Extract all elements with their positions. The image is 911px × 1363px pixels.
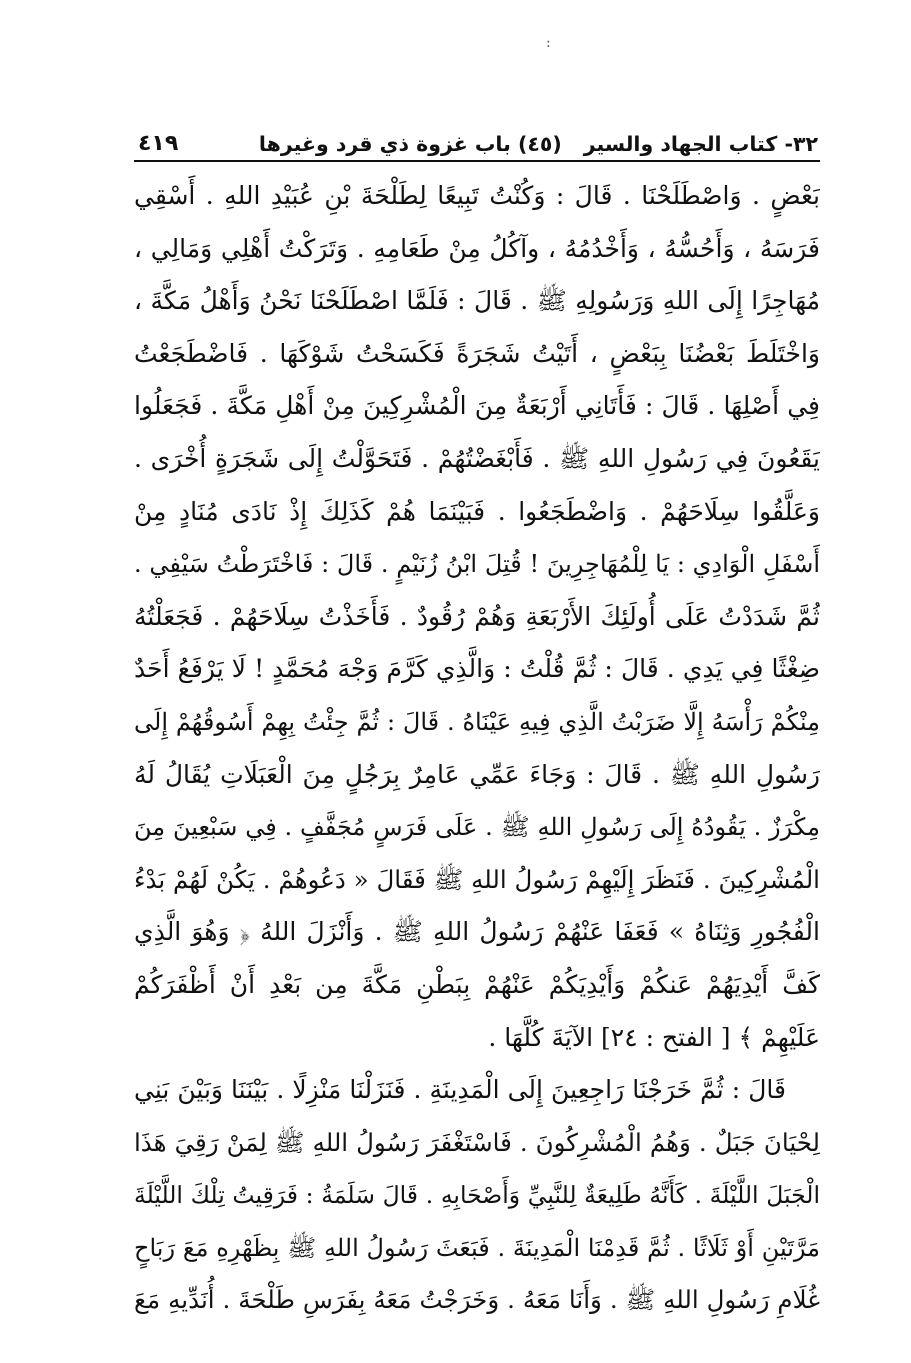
- text-line: ضِغْثًا فِي يَدِي . قَالَ : ثُمَّ قُلْتُ : وَالَّذِي كَرَّمَ وَجْهَ مُحَمَّدٍ ! لَا يَرْفَعُ أَحَدٌ: [134, 654, 820, 684]
- text-line: الْمُشْرِكِينَ . فَنَظَرَ إِلَيْهِمْ رَسُولُ اللهِ ﷺ فَقَالَ « دَعُوهُمْ . يَكُنْ لَهُمْ بَدْءُ: [134, 864, 820, 894]
- text-line: عَلَيْهِمْ ﴾ [ الفتح : ٢٤] الآيَةَ كُلَّهَا .: [488, 1022, 820, 1052]
- top-mark: :: [546, 35, 551, 51]
- text-line: وَاخْتَلَطَ بَعْضُنَا بِبَعْضٍ ، أَتَيْتُ شَجَرَةً فَكَسَحْتُ شَوْكَهَا . فَاضْطَجَعْتُ: [134, 338, 820, 368]
- running-header: [138, 118, 818, 156]
- section-title: (٤٥) باب غزوة ذي قرد وغيرها: [258, 132, 562, 156]
- text-line: لِحْيَانَ جَبَلٌ . وَهُمُ الْمُشْرِكُونَ . فَاسْتَغْفَرَ رَسُولُ اللهِ ﷺ لِمَنْ رَقِيَ هَذَا: [134, 1127, 820, 1157]
- chapter-title: ٣٢- كتاب الجهاد والسير: [583, 132, 818, 156]
- text-line: أَسْفَلِ الْوَادِي : يَا لِلْمُهَاجِرِينَ ! قُتِلَ ابْنُ زُنَيْمٍ . قَالَ : فَاخْتَرَطْتُ سَيْفِي .: [134, 550, 820, 579]
- text-line: يَقَعُونَ فِي رَسُولِ اللهِ ﷺ . فَأَبْغَضْتُهُمْ . فَتَحَوَّلْتُ إِلَى شَجَرَةٍ أُخْرَى .: [134, 443, 820, 473]
- text-line: مِنْكُمْ رَأْسَهُ إِلَّا ضَرَبْتُ الَّذِي فِيهِ عَيْنَاهُ . قَالَ : ثُمَّ جِئْتُ بِهِمْ أَسُوقُهُمْ إِلَى: [134, 707, 820, 736]
- text-line: بَعْضٍ . وَاصْطَلَحْنَا . قَالَ : وَكُنْتُ تَبِيعًا لِطَلْحَةَ بْنِ عُبَيْدِ اللهِ . أَسْقِي: [134, 181, 820, 210]
- text-line: رَسُولِ اللهِ ﷺ . قَالَ : وَجَاءَ عَمِّي عَامِرٌ بِرَجُلٍ مِنَ الْعَبَلَاتِ يُقَالُ لَهُ: [134, 759, 820, 789]
- header-rule: [134, 160, 820, 162]
- text-line: الْجَبَلَ اللَّيْلَةَ . كَأَنَّهُ طَلِيعَةٌ لِلنَّبِيِّ وَأَصْحَابِهِ . قَالَ سَلَمَةُ : فَرَقِيتُ تِلْكَ اللَّيْلَةَ: [134, 1181, 820, 1210]
- text-line: فِي أَصْلِهَا . قَالَ : فَأَتَانِي أَرْبَعَةٌ مِنَ الْمُشْرِكِينَ مِنْ أَهْلِ مَكَّةَ . فَجَعَلُوا: [134, 391, 820, 421]
- running-title: [259, 132, 818, 156]
- text-line: مِكْرَزٌ . يَقُودُهُ إِلَى رَسُولِ اللهِ ﷺ . عَلَى فَرَسٍ مُجَفَّفٍ . فِي سَبْعِينَ مِنَ: [134, 813, 820, 842]
- text-line: ثُمَّ شَدَدْتُ عَلَى أُولَئِكَ الأَرْبَعَةِ وَهُمْ رُقُودٌ . فَأَخَذْتُ سِلَاحَهُمْ . فَجَعَلْتُهُ: [134, 601, 820, 631]
- text-line: كَفَّ أَيْدِيَهُمْ عَنكُمْ وَأَيْدِيَكُمْ عَنْهُمْ بِبَطْنِ مَكَّةَ مِن بَعْدِ أَنْ أَظْفَرَكُمْ: [134, 969, 820, 999]
- body-text: [134, 170, 820, 1327]
- page-number: ٤١٩: [138, 131, 179, 156]
- text-line: مُهَاجِرًا إِلَى اللهِ وَرَسُولِهِ ﷺ . قَالَ : فَلَمَّا اصْطَلَحْنَا نَحْنُ وَأَهْلُ مَكَّةَ ،: [134, 286, 820, 316]
- text-line: وَعَلَّقُوا سِلَاحَهُمْ . وَاضْطَجَعُوا . فَبَيْنَمَا هُمْ كَذَلِكَ إِذْ نَادَى مُنَادٍ مِنْ: [134, 496, 820, 526]
- text-line: الْفُجُورِ وَثِنَاهُ » فَعَفَا عَنْهُمْ رَسُولُ اللهِ ﷺ . وَأَنْزَلَ اللهُ ﴿ وَهُوَ الَّذِي: [134, 917, 820, 947]
- text-line: فَرَسَهُ ، وَأَحُسُّهُ ، وَأَخْدُمُهُ ، وآكُلُ مِنْ طَعَامِهِ . وَتَرَكْتُ أَهْلِي وَمَالِي ،: [134, 233, 820, 263]
- text-line: مَرَّتَيْنِ أَوْ ثَلَاثًا . ثُمَّ قَدِمْنَا الْمَدِينَةَ . فَبَعَثَ رَسُولُ اللهِ ﷺ بِظَهْرِهِ مَعَ رَبَاحٍ: [134, 1233, 820, 1262]
- text-line: غُلَامِ رَسُولِ اللهِ ﷺ . وَأَنَا مَعَهُ . وَخَرَجْتُ مَعَهُ بِفَرَسِ طَلْحَةَ . أُنَدِّيهِ مَعَ: [134, 1285, 820, 1315]
- text-line: قَالَ : ثُمَّ خَرَجْنَا رَاجِعِينَ إِلَى الْمَدِينَةِ . فَنَزَلْنَا مَنْزِلًا . بَيْنَنَا وَبَيْنَ بَنِي: [134, 1075, 786, 1105]
